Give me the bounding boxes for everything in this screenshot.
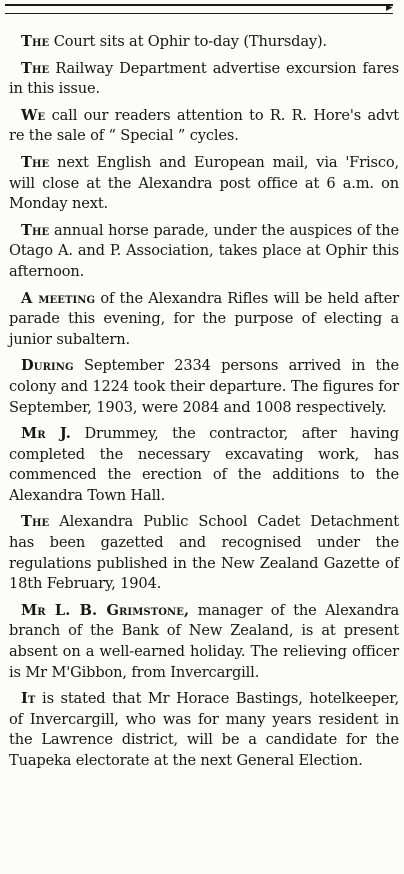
news-item-town-hall (9, 424, 399, 506)
rule-arrow-icon: ▸ (386, 0, 393, 15)
news-item-cycles (9, 106, 399, 147)
item-lead: We (21, 106, 46, 124)
news-item-court (9, 32, 399, 53)
item-text: Railway Department advertise excursion fares in this issue. (9, 59, 399, 98)
item-text: of the Alexandra Rifles will be held after parade this evening, for the purpose of electing a junior subaltern. (9, 289, 400, 348)
item-text: September 2334 persons arrived in the colony and 1224 took their departure. The figures for September, 1903, were 2084 and 1008 respectively. (9, 357, 399, 416)
item-text: annual horse parade, under the auspices of the Otago A. and P. Association, takes place at Ophir this afternoon. (9, 221, 399, 280)
item-lead: The (21, 513, 50, 531)
item-text: call our readers attention to R. R. Hore's advt re the sale of “ Special ” cycles. (9, 106, 399, 145)
item-text: Drummey, the contractor, after having completed the necessary excavating work, has commenced the erection of the additions to the Alexandra Town Hall. (9, 425, 399, 504)
item-lead: Mr J. (21, 425, 71, 443)
news-item-cadets (9, 512, 399, 594)
item-text: is stated that Mr Horace Bastings, hotelkeeper, of Invercargill, who was for many years resident in the Lawrence district, will be a candidate for the Tuapeka electorate at the next General Election. (9, 690, 399, 769)
item-lead: Mr L. B. Grimstone, (21, 601, 190, 619)
item-lead: The (21, 33, 50, 50)
news-item-migration (9, 356, 399, 418)
item-lead: It (21, 690, 36, 708)
news-item-rifles (9, 289, 399, 351)
column-top-rule (5, 4, 393, 14)
news-item-horse-parade (9, 221, 399, 283)
news-column (9, 32, 399, 772)
item-text: Alexandra Public School Cadet Detachment has been gazetted and recognised under the regulations published in the New Zealand Gazette of 18th February, 1904. (9, 513, 399, 593)
item-text: next English and European mail, via 'Frisco, will close at the Alexandra post office at 6 a.m. on Monday next. (9, 153, 399, 213)
item-lead: The (21, 221, 50, 239)
item-lead: The (21, 153, 50, 171)
news-item-railway (9, 59, 399, 100)
item-lead: A meeting (21, 289, 96, 307)
news-item-election (9, 689, 399, 771)
item-text: manager of the Alexandra branch of the Bank of New Zealand, is at present absent on a well-earned holiday. The relieving officer is Mr M'Gibbon, from Invercargill. (9, 601, 399, 681)
news-item-mail (9, 153, 399, 215)
news-item-bank (9, 601, 399, 683)
item-lead: During (21, 357, 74, 375)
item-text: Court sits at Ophir to-day (Thursday). (49, 33, 328, 50)
item-lead: The (21, 59, 50, 77)
